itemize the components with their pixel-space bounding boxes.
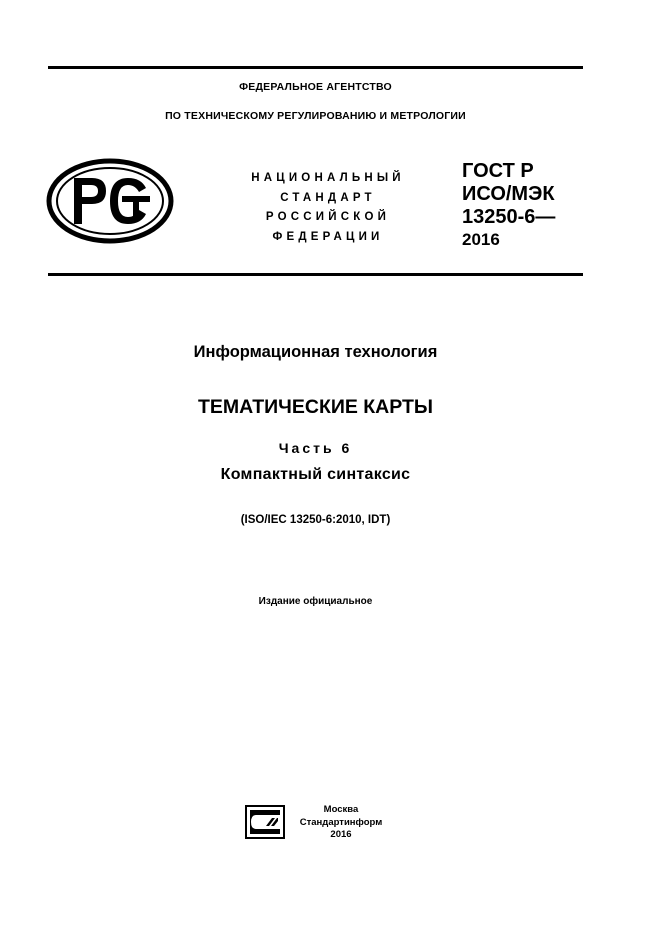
designation-year: 2016 — [462, 230, 500, 249]
national-standard-line-1: НАЦИОНАЛЬНЫЙ — [251, 172, 405, 184]
agency-line-2: ПО ТЕХНИЧЕСКОМУ РЕГУЛИРОВАНИЮ И МЕТРОЛОГИИ — [165, 110, 466, 122]
national-standard-line-4: ФЕДЕРАЦИИ — [272, 230, 384, 243]
publisher-city: Москва — [323, 804, 359, 815]
designation-line-1: ГОСТ Р — [462, 160, 534, 182]
national-standard-block — [238, 169, 418, 247]
middle-divider — [48, 273, 583, 276]
designation-line-2: ИСО/МЭК — [462, 183, 555, 205]
rst-logo-icon — [46, 158, 174, 244]
part-number: Часть 6 — [278, 440, 353, 456]
iso-reference: (ISO/IEC 13250-6:2010, IDT) — [240, 514, 391, 526]
series-title: Информационная технология — [193, 343, 438, 361]
standartinform-logo-icon — [245, 805, 285, 839]
national-standard-line-2: СТАНДАРТ — [280, 191, 376, 204]
national-standard-line-3: РОССИЙСКОЙ — [265, 211, 391, 223]
edition-note: Издание официальное — [258, 596, 373, 607]
publisher-block — [296, 804, 386, 842]
agency-line-1: ФЕДЕРАЛЬНОЕ АГЕНТСТВО — [239, 81, 392, 93]
publisher-year: 2016 — [330, 829, 352, 840]
standard-designation — [462, 160, 555, 251]
designation-line-3: 13250-6— — [462, 206, 556, 228]
top-divider — [48, 66, 583, 69]
publisher-name: Стандартинформ — [299, 816, 383, 828]
main-title: ТЕМАТИЧЕСКИЕ КАРТЫ — [197, 396, 434, 418]
part-subtitle: Компактный синтаксис — [220, 466, 411, 483]
